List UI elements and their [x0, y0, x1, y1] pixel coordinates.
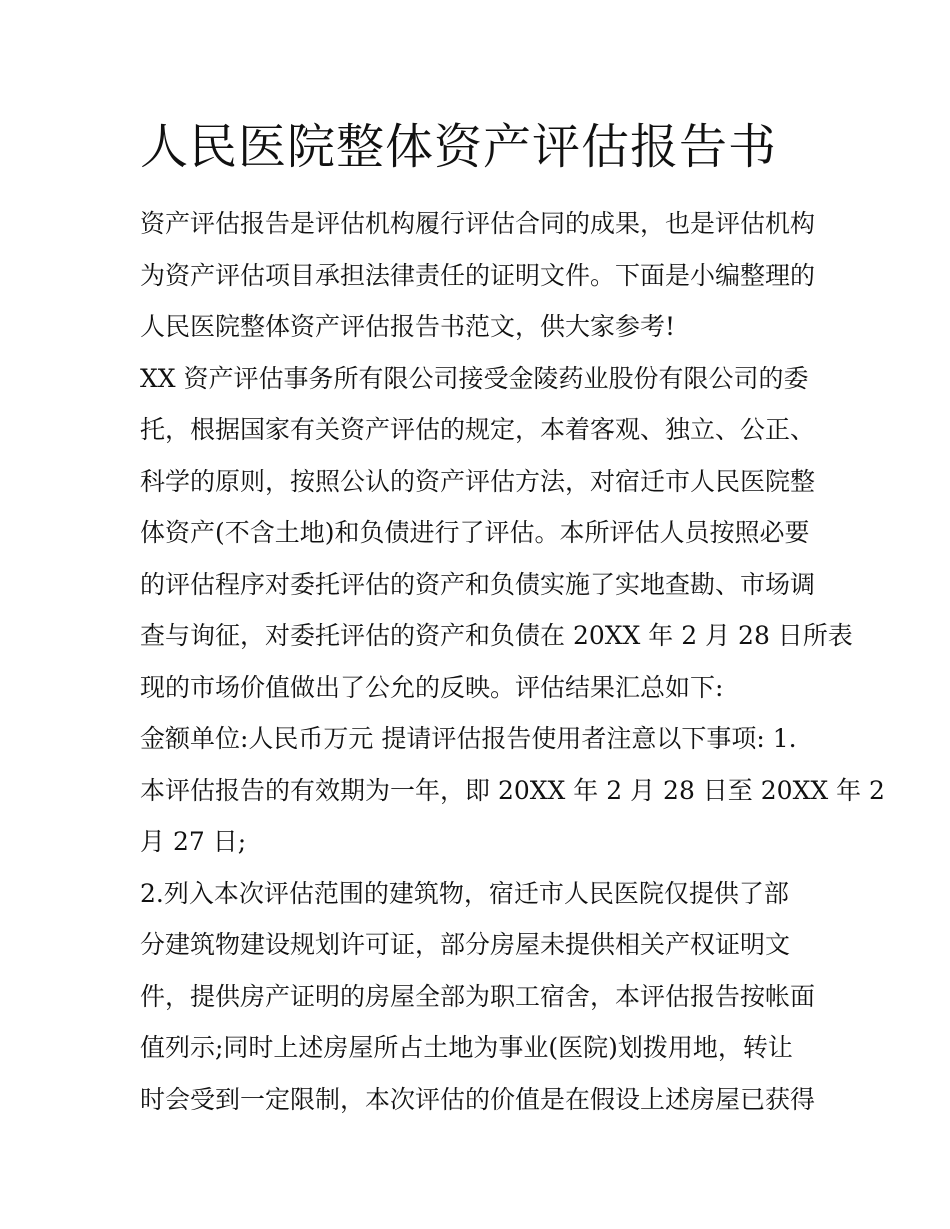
body-line: 分建筑物建设规划许可证，部分房屋未提供相关产权证明文 [140, 930, 791, 959]
body-line: 现的市场价值做出了公允的反映。评估结果汇总如下: [140, 672, 724, 702]
body-line: 为资产评估项目承担法律责任的证明文件。下面是小编整理的 [140, 260, 816, 290]
body-line: 的评估程序对委托评估的资产和负债实施了实地查勘、市场调 [140, 569, 816, 599]
body-line: 科学的原则，按照公认的资产评估方法，对宿迁市人民医院整 [140, 466, 816, 496]
body-line: XX 资产评估事务所有限公司接受金陵药业股份有限公司的委 [140, 363, 809, 393]
document-title: 人民医院整体资产评估报告书 [140, 119, 778, 175]
body-line: 体资产(不含土地)和负债进行了评估。本所评估人员按照必要 [140, 518, 810, 547]
body-line: 时会受到一定限制，本次评估的价值是在假设上述房屋已获得 [140, 1084, 816, 1114]
document-body [140, 198, 885, 1125]
body-line: 人民医院整体资产评估报告书范文，供大家参考! [140, 312, 676, 341]
body-line: 本评估报告的有效期为一年，即 20XX 年 2 月 28 日至 20XX 年 2 [140, 775, 885, 805]
body-line: 月 27 日; [140, 827, 247, 856]
body-line: 托，根据国家有关资产评估的规定，本着客观、独立、公正、 [140, 415, 816, 444]
body-line: 值列示;同时上述房屋所占土地为事业(医院)划拨用地，转让 [140, 1033, 793, 1062]
body-line: 查与询征，对委托评估的资产和负债在 20XX 年 2 月 28 日所表 [140, 621, 853, 650]
body-line: 件，提供房产证明的房屋全部为职工宿舍，本评估报告按帐面 [140, 981, 816, 1011]
body-line: 金额单位:人民币万元 提请评估报告使用者注意以下事项: 1. [140, 724, 797, 753]
body-line: 2.列入本次评估范围的建筑物，宿迁市人民医院仅提供了部 [140, 878, 789, 908]
body-line: 资产评估报告是评估机构履行评估合同的成果，也是评估机构 [140, 209, 816, 238]
